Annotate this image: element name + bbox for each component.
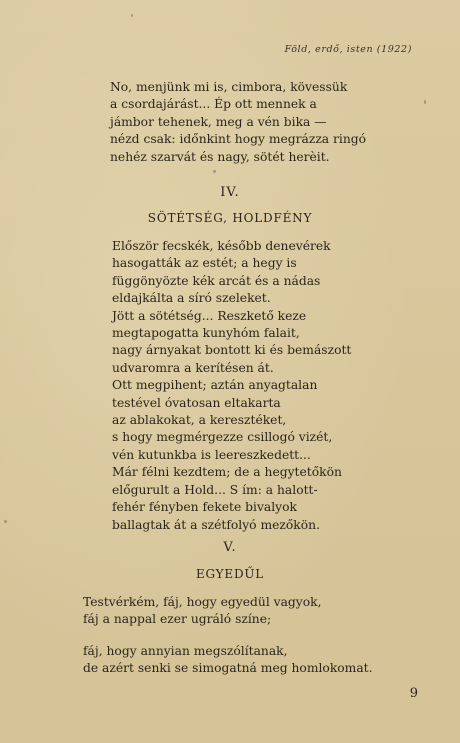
running-head: Föld, erdő, isten (1922) (284, 44, 412, 55)
paper-speck (424, 100, 426, 104)
poem-line: Jött a sötétség... Reszkető keze (112, 308, 307, 323)
poem-line: testével óvatosan eltakarta (112, 395, 281, 410)
poem-line: eldajkálta a síró szeleket. (112, 291, 271, 306)
poem-line: Először fecskék, később denevérek (112, 239, 331, 253)
poem-line: nagy árnyakat bontott ki és bemászott (112, 343, 352, 358)
poem-line: hasogatták az estét; a hegy is (112, 256, 297, 271)
poem-line: jámbor tehenek, meg a vén bika — (110, 114, 327, 129)
poem-line: s hogy megmérgezze csillogó vizét, (112, 430, 333, 445)
paper-speck (4, 520, 7, 523)
poem-line: fáj, hogy annyian megszólítanak, (83, 644, 288, 658)
paper-speck (213, 170, 216, 173)
poem-line: No, menjünk mi is, cimbora, kövessük (110, 80, 348, 94)
paper-speck (131, 14, 133, 17)
poem-line: udvaromra a kerítésen át. (112, 360, 274, 375)
poem-line: ballagtak át a szétfolyó mezőkön. (112, 517, 320, 532)
poem-line: Testvérkém, fáj, hogy egyedül vagyok, (83, 595, 322, 609)
poem-line: de azért senki se simogatná meg homlokomat. (83, 661, 373, 676)
poem-line: nézd csak: időnkint hogy megrázza ringó (110, 132, 367, 147)
poem-line: fáj a nappal ezer ugráló színe; (83, 612, 272, 627)
section-iv-poem (112, 238, 351, 534)
poem-line: fehér fényben fekete bivalyok (112, 500, 297, 515)
section-v-stanza-a (83, 594, 322, 629)
section-v-stanza-b (83, 643, 373, 678)
poem-line: előgurult a Hold... S ím: a halott- (112, 482, 318, 497)
section-title-egyedul: EGYEDŰL (195, 567, 265, 581)
section-title-sotetseg-holdfeny: SÖTÉTSÉG, HOLDFÉNY (147, 211, 313, 225)
poem-line: függönyözte kék arcát és a nádas (112, 273, 321, 288)
section-numeral-iv: IV. (220, 185, 240, 200)
poem-line: vén kutunkba is leereszkedett... (112, 447, 311, 462)
poem-line: az ablakokat, a keresztéket, (112, 413, 287, 428)
section-numeral-v: V. (223, 540, 237, 555)
poem-line: Már félni kezdtem; de a hegytetőkön (112, 465, 342, 480)
poem-line: a csordajárást... Ép ott mennek a (110, 97, 317, 112)
opening-stanza (110, 79, 366, 166)
poem-line: megtapogatta kunyhóm falait, (112, 326, 300, 341)
poem-line: Ott megpihent; aztán anyagtalan (112, 378, 318, 393)
poem-line: nehéz szarvát és nagy, sötét herèit. (110, 149, 330, 164)
page-number: 9 (409, 686, 418, 701)
